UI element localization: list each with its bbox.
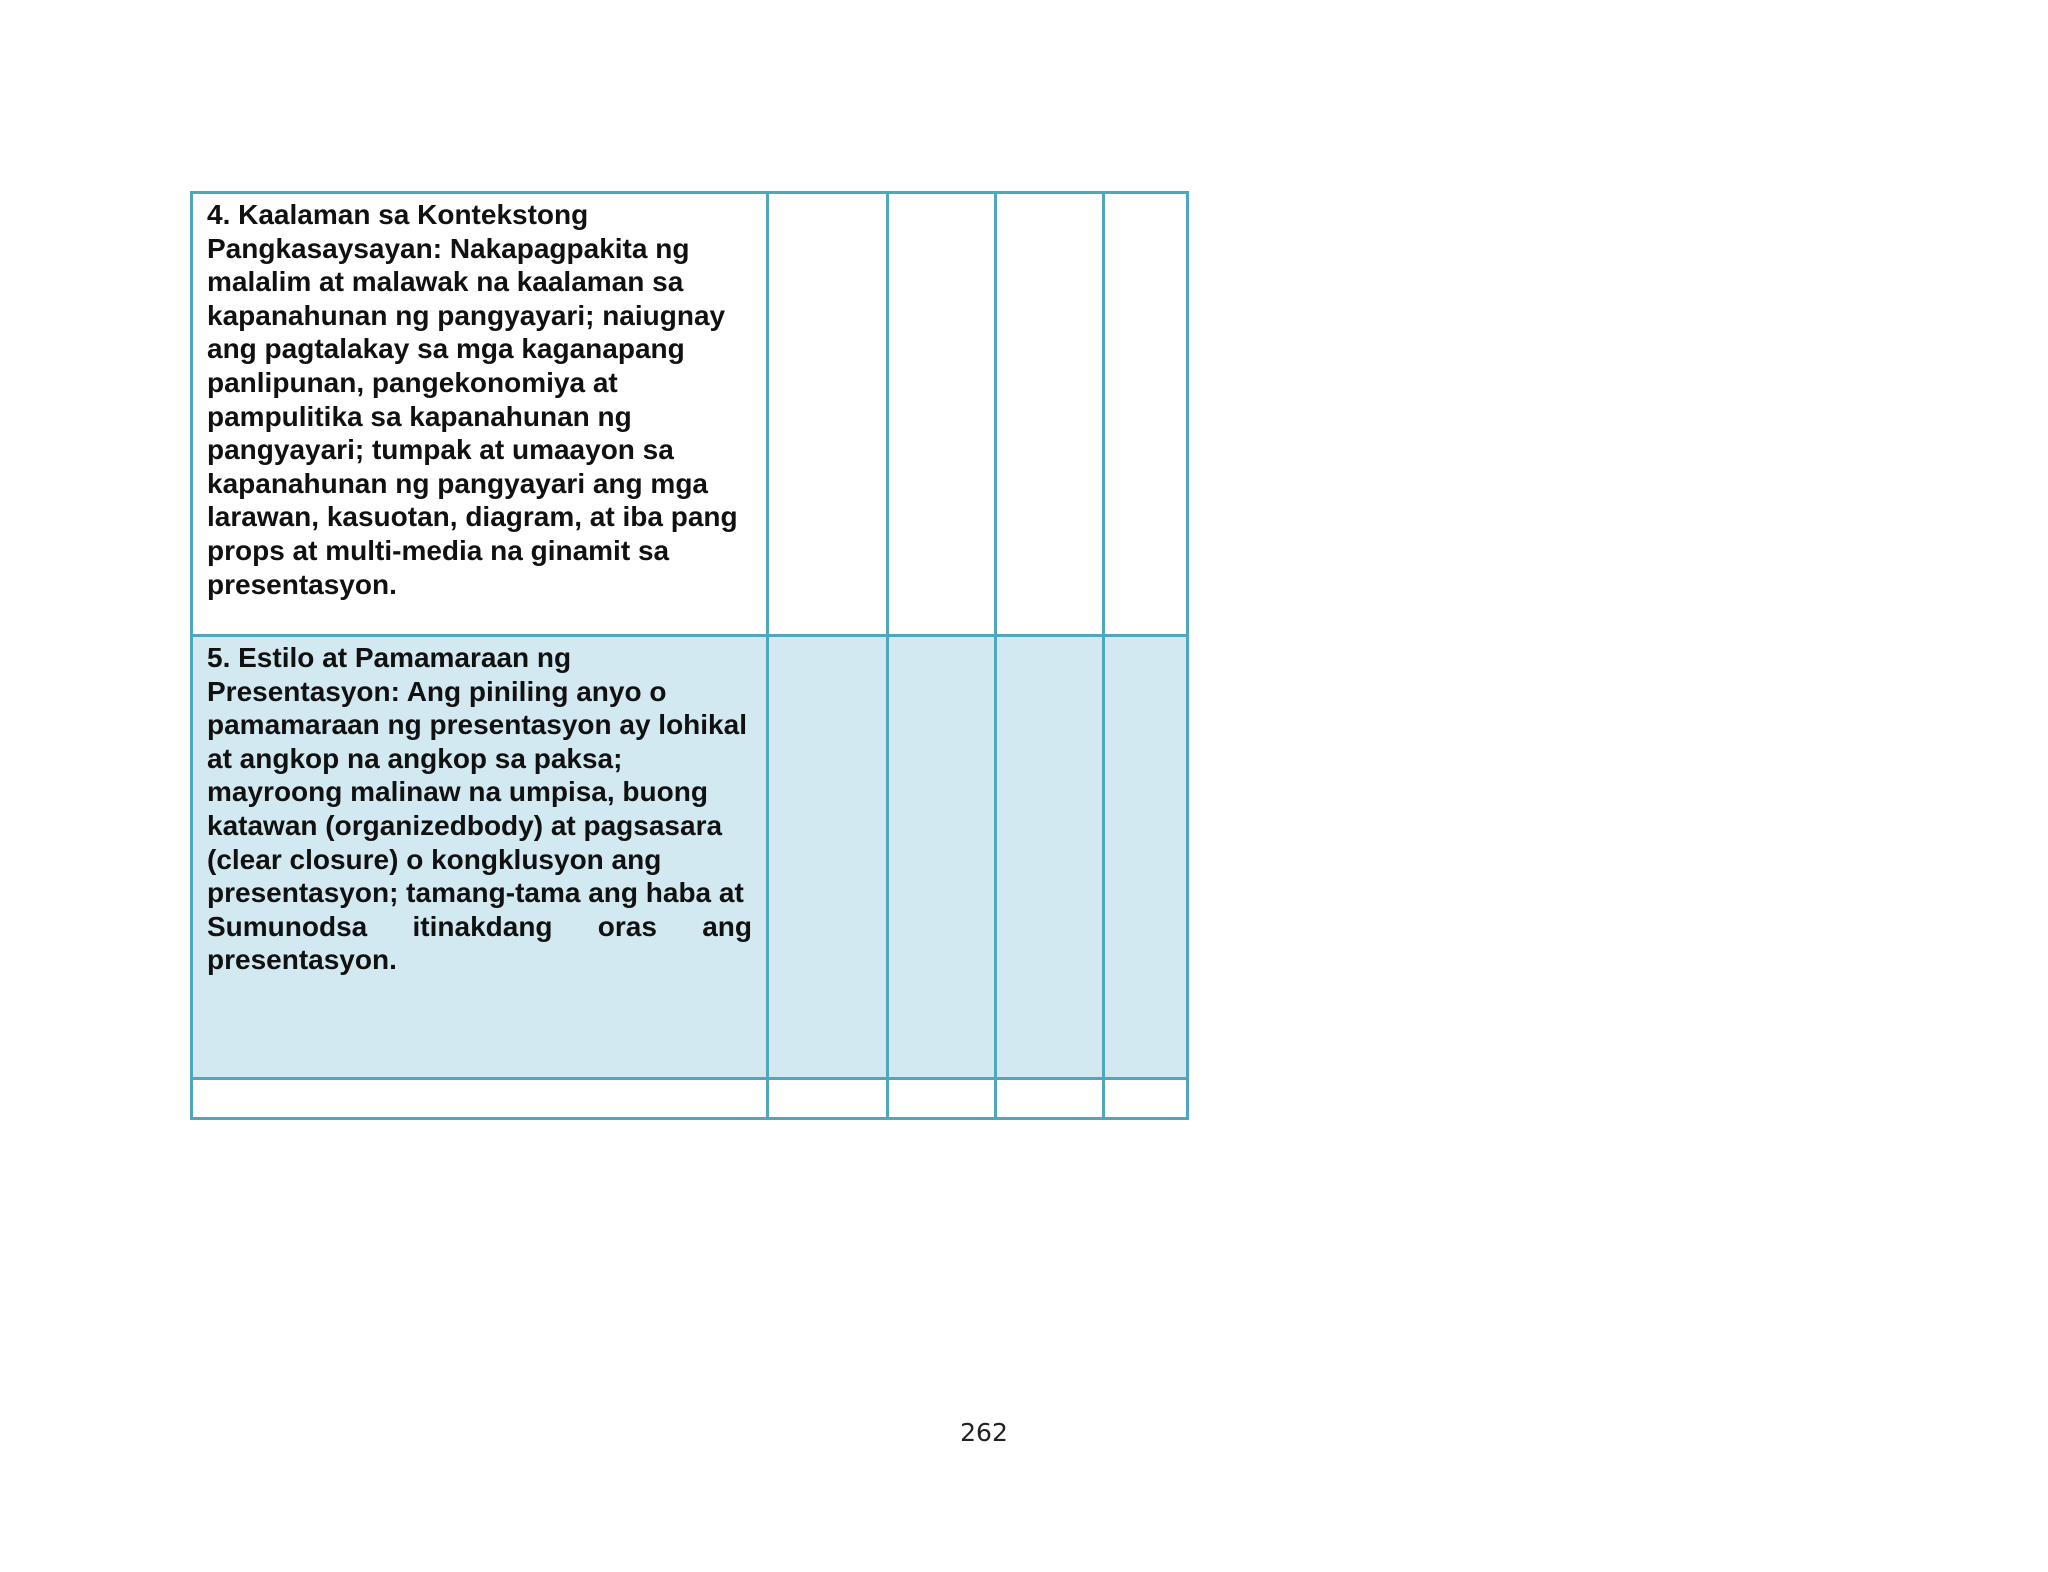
score-cell	[768, 636, 888, 1079]
score-cell	[768, 193, 888, 636]
score-cell	[888, 636, 996, 1079]
page-number: 262	[960, 1418, 1008, 1447]
criterion-5-justified-line: Sumunodsa itinakdang oras ang	[207, 910, 752, 942]
criterion-4-text: 4. Kaalaman sa Kontekstong Pangkasaysayan: Nakapagpakita ng malalim at malawak na kaalaman sa kapanahunan ng pangyayari; naiugnay ang pagtalakay sa mga kaganapang panlipunan, pangekonomiya at pampulitika sa kapanahunan ng pangyayari; tumpak at umaayon sa kapanahunan ng pangyayari ang mga larawan, kasuotan, diagram, at iba pang props at multi-media na ginamit sa presentasyon.	[207, 199, 738, 600]
criterion-cell	[192, 636, 768, 1079]
score-cell	[1104, 193, 1188, 636]
empty-cell	[768, 1079, 888, 1119]
score-cell	[888, 193, 996, 636]
score-cell	[996, 636, 1104, 1079]
criterion-cell	[192, 193, 768, 636]
empty-cell	[888, 1079, 996, 1119]
empty-cell	[996, 1079, 1104, 1119]
empty-cell	[1104, 1079, 1188, 1119]
table-row	[192, 1079, 1188, 1119]
table-row	[192, 636, 1188, 1079]
criterion-text	[193, 637, 766, 977]
score-cell	[1104, 636, 1188, 1079]
criterion-text	[193, 194, 766, 601]
criterion-5-text: 5. Estilo at Pamamaraan ng Presentasyon: Ang piniling anyo o pamamaraan ng presentasyon ay lohikal at angkop na angkop sa paksa; mayroong malinaw na umpisa, buong katawan (organizedbody) at pagsasara (clear closure) o kongklusyon ang presentasyon; tamang-tama ang haba at	[207, 642, 747, 909]
empty-cell	[192, 1079, 768, 1119]
table-row	[192, 193, 1188, 636]
rubric-table	[190, 191, 1189, 1120]
score-cell	[996, 193, 1104, 636]
criterion-5-last-line: presentasyon.	[207, 944, 397, 976]
